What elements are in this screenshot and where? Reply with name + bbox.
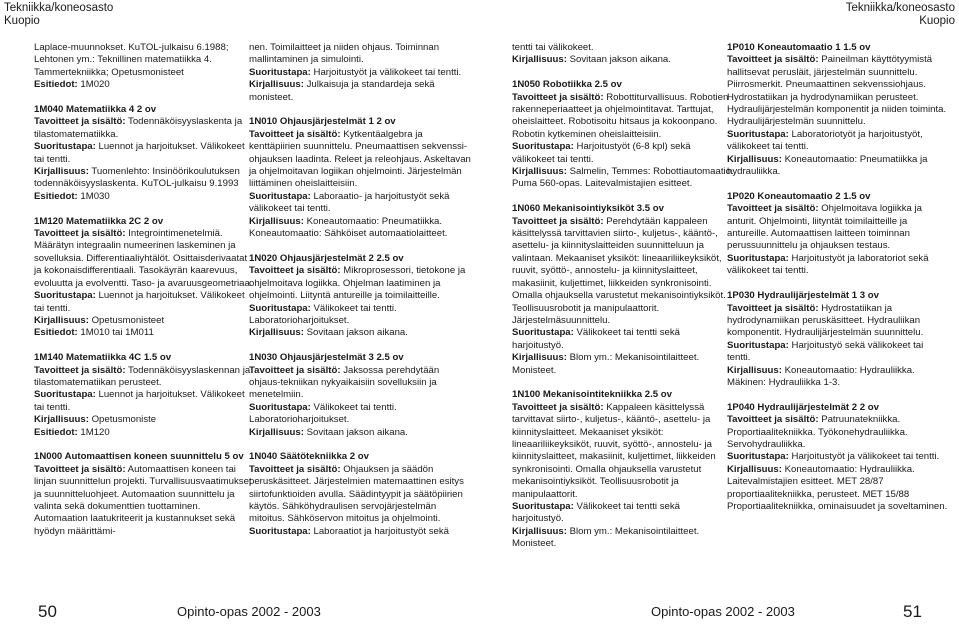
paragraph (249, 191, 471, 216)
paragraph-text: Harjoitustyöt (6-8 kpl) sekä välikokeet tai tentti. (512, 141, 691, 165)
paragraph (727, 303, 949, 340)
paragraph (249, 265, 471, 302)
paragraph-label: 1N020 Ohjausjärjestelmät 2 2.5 ov (249, 252, 404, 264)
paragraph (727, 414, 949, 451)
paragraph-label: Suoritustapa: (249, 190, 311, 202)
paragraph-label: Suoritustapa: (34, 141, 96, 153)
paragraph-label: 1N060 Mekanisointiyksiköt 3.5 ov (512, 203, 664, 215)
paragraph-text: Luennot ja harjoitukset. Välikokeet tai tentti. (34, 290, 245, 314)
paragraph (249, 116, 471, 128)
header-left (4, 2, 113, 28)
paragraph (512, 352, 734, 377)
paragraph-text: Jaksossa perehdytään ohjaus-tekniikan nykyaikaisiin sovelluksiin ja menetelmiin. (249, 364, 440, 401)
paragraph-label: Suoritustapa: (727, 128, 789, 140)
paragraph-label: Tavoitteet ja sisältö: (34, 463, 126, 475)
paragraph-gap (249, 439, 471, 451)
footer-title-right: Opinto-opas 2002 - 2003 (651, 604, 795, 619)
paragraph-label: 1P040 Hydraulijärjestelmät 2 2 ov (727, 401, 879, 413)
paragraph (34, 352, 256, 364)
paragraph-text: Todennäköisyyslaskennan ja tilastomatematiikan perusteet. (34, 364, 251, 388)
paragraph-label: Kirjallisuus: (512, 166, 567, 178)
paragraph-gap (34, 340, 256, 352)
paragraph-gap (727, 389, 949, 401)
paragraph-text: Koneautomaatio: Hydrauliikka. Mäkinen: Hydrauliikka 1-3. (727, 364, 915, 388)
paragraph-label: Tavoitteet ja sisältö: (249, 128, 341, 140)
paragraph-label: Suoritustapa: (727, 339, 789, 351)
paragraph (249, 129, 471, 191)
paragraph (249, 253, 471, 265)
paragraph-gap (727, 278, 949, 290)
paragraph (727, 365, 949, 390)
paragraph (727, 42, 949, 54)
header-right (846, 2, 955, 28)
paragraph-label: 1P030 Hydraulijärjestelmät 1 3 ov (727, 290, 879, 302)
paragraph-label: 1N000 Automaattisen koneen suunnittelu 5 ov (34, 451, 244, 463)
paragraph-gap (34, 203, 256, 215)
paragraph-label: Tavoitteet ja sisältö: (34, 364, 126, 376)
header-department: Tekniikka/koneosasto (845, 2, 955, 14)
paragraph-label: 1M140 Matematiikka 4C 1.5 ov (34, 352, 172, 364)
paragraph-text: Laboratoriotyöt ja harjoitustyöt, välikokeet tai tentti. (727, 128, 923, 153)
paragraph-text: Blom ym.: Mekanisointilaitteet. Monisteet. (512, 525, 700, 550)
paragraph-label: Kirjallisuus: (249, 426, 304, 438)
paragraph-label: Suoritustapa: (249, 302, 311, 314)
paragraph (249, 79, 471, 104)
paragraph-text: Mikroprosessori, tietokone ja ohjelmoitava logiikka. Ohjelman laatiminen ja ohjelmointi. Liityntä antureille ja toimilaitteille. (249, 265, 466, 302)
paragraph (512, 166, 734, 191)
paragraph-label: Kirjallisuus: (512, 525, 567, 537)
paragraph-text: Koneautomaatio: Hydrauliikka. Laitevalmistajien esitteet. MET 28/87 proportiaalitekniikka, perusteet. MET 15/88 Proportiaalitekniikka, ominaisuudet ja soveltaminen. (727, 463, 948, 512)
paragraph (34, 104, 256, 116)
paragraph (727, 402, 949, 414)
paragraph-gap (512, 377, 734, 389)
paragraph-text: Ohjelmoitava logiikka ja anturit. Ohjelmointi, liityntät toimilaitteille ja antureille. Automaattisen laitteen toiminnan perussuunnittelu ja ohjauksen testaus. (727, 203, 922, 252)
paragraph-text: nen. Toimilaitteet ja niiden ohjaus. Toiminnan mallintaminen ja simulointi. (249, 42, 440, 66)
paragraph-label: Tavoitteet ja sisältö: (249, 364, 341, 376)
paragraph-label: 1N050 Robotiikka 2.5 ov (512, 79, 622, 91)
paragraph-label: Tavoitteet ja sisältö: (34, 228, 126, 240)
paragraph (34, 141, 256, 166)
paragraph-label: Suoritustapa: (34, 389, 96, 401)
paragraph-text: Paineilman käyttötyymistä hallitsevat perusläit, järjestelmän suunnittelu. Piirrosmerkit. Pneumaattinen sekvenssiohjaus. Hydrostatiikan ja hydrodynamiikan perusteet. Hydraulijärjestelmän komponentit ja niiden toiminta. Hydraulijärjestelmän suunnittelu. (727, 54, 947, 128)
paragraph-text: Sovitaan jakson aikana. (566, 54, 671, 66)
paragraph-label: 1N010 Ohjausjärjestelmät 1 2 ov (249, 116, 396, 128)
paragraph-label: 1M120 Matematiikka 2C 2 ov (34, 215, 164, 227)
paragraph (34, 166, 256, 191)
paragraph (249, 451, 471, 463)
paragraph-label: 1M040 Matematiikka 4 2 ov (34, 104, 157, 116)
paragraph-label: Kirjallisuus: (512, 352, 567, 364)
paragraph-label: Suoritustapa: (512, 327, 574, 339)
paragraph-gap (249, 240, 471, 252)
paragraph (727, 191, 949, 203)
paragraph (512, 203, 734, 215)
paragraph-text: 1M010 tai 1M011 (77, 327, 154, 339)
text-column-2 (249, 42, 471, 538)
paragraph-text: Välikokeet tai tentti sekä harjoitustyö. (512, 327, 680, 351)
paragraph-text: Sovitaan jakson aikana. (303, 327, 408, 339)
paragraph-label: Kirjallisuus: (249, 79, 304, 91)
paragraph (727, 464, 949, 514)
paragraph-label: Tavoitteet ja sisältö: (512, 91, 604, 103)
paragraph-label: 1N040 Säätötekniikka 2 ov (249, 451, 369, 463)
paragraph (727, 154, 949, 179)
paragraph-text: Automaattisen koneen tai linjan suunnittelun projekti. Turvallisuusvaatimukset ja suunnitteluohjeet. Automaation suunnittelu ja valinta sekä dokumenttien tuottaminen. Automaation laatukriteerit ja kustannukset sekä hyödyn määrittämi- (34, 463, 252, 537)
paragraph-label: 1N100 Mekanisointitekniikka 2.5 ov (512, 389, 672, 401)
paragraph-label: Kirjallisuus: (34, 314, 89, 326)
paragraph-text: Perehdytään kappaleen käsittelyssä tarvittavien siirto-, kuljetus-, kääntö-, asettelu- ja kiinnityslaitteiden suunnitteluun ja valintaan. Mekaaniset yksiköt: lineaariliikeyksiköt, ruuvit, syöttö-, annostelu- ja kiinnityslaitteet, makasiinit, kuljettimet, liikkeiden synkronisointi. Omalla ohjauksella varustetut mekanisointiyksiköt. Teollisuusrobotit ja manipulaattorit. Järjestelmäsuunnittelu. (512, 215, 726, 326)
paragraph (249, 352, 471, 364)
paragraph (512, 42, 734, 54)
paragraph (34, 327, 256, 339)
paragraph-label: Esitiedot: (34, 327, 78, 339)
paragraph (34, 42, 256, 79)
paragraph-text: Robottiturvallisuus. Robotien rakenneperiaatteet ja ohjelmointitavat. Tarttujat, oheislaitteet. Robotisoitu hitsaus ja kokoonpano. Robotin kytkeminen oheislaitteisiin. (512, 91, 729, 140)
paragraph (249, 67, 471, 79)
paragraph-text: Salmelin, Temmes: Robottiautomaatio. Puma 560-opas. Laitevalmistajien esitteet. (512, 166, 734, 190)
paragraph (249, 464, 471, 526)
paragraph-text: Koneautomaatio: Pneumatiikka. Koneautomaatio: Sähköiset automaatiolaitteet. (249, 215, 448, 240)
paragraph (249, 402, 471, 427)
paragraph (34, 79, 256, 91)
page-number-right: 51 (903, 602, 922, 621)
paragraph-label: Suoritustapa: (727, 451, 789, 463)
paragraph-label: Tavoitteet ja sisältö: (249, 265, 341, 277)
paragraph (34, 290, 256, 315)
paragraph (34, 427, 256, 439)
paragraph-text: Ohjauksen ja säädön peruskäsitteet. Järjestelmien matemaattinen esitys siirtofunktioiden avulla. Säädintyypit ja säätöpiirien käytös. Sähköhydraulisen servojärjestelmän mitoitus. Sähköservon mitoitus ja ohjelmointi. (249, 463, 464, 525)
paragraph-label: Suoritustapa: (34, 290, 96, 302)
paragraph-label: Tavoitteet ja sisältö: (727, 54, 819, 66)
paragraph (512, 327, 734, 352)
paragraph-label: 1N030 Ohjausjärjestelmät 3 2.5 ov (249, 352, 404, 364)
paragraph-text: Harjoitustyöt ja välikokeet tai tentti. (310, 66, 462, 78)
paragraph-gap (249, 104, 471, 116)
paragraph (34, 365, 256, 390)
paragraph-text: Tuomenlehto: Insinöörikoulutuksen todennäköisyyslaskenta. KuTOL-julkaisu 9.1993 (34, 166, 240, 190)
paragraph (34, 389, 256, 414)
paragraph-text: Laplace-muunnokset. KuTOL-julkaisu 6.1988; Lehtonen ym.: Teknillinen matematiikka 4. Tammertekniikka; Opetusmonisteet (34, 42, 229, 78)
paragraph-text: Välikokeet tai tentti. Laboratorioharjoitukset. (249, 302, 397, 326)
paragraph (249, 526, 471, 538)
header-location: Kuopio (919, 15, 955, 27)
paragraph (512, 389, 734, 401)
paragraph-text: 1M120 (77, 426, 110, 438)
paragraph (727, 54, 949, 128)
paragraph-text: Välikokeet tai tentti sekä harjoitustyö. (512, 500, 680, 525)
paragraph-text: Harjoitustyöt ja laboratoriot sekä välikokeet tai tentti. (727, 252, 929, 277)
paragraph (249, 42, 471, 67)
paragraph-label: Suoritustapa: (249, 66, 311, 78)
paragraph-text: Kytkentäalgebra ja kenttäpiirien suunnittelu. Pneumaattisen sekvenssi-ohjauksen laadinta. Releet ja releohjaus. Askeltavan ja ohjelmoitavan logiikan ohjelmointi. Järjestelmän liittäminen oheislaitteisiin. (249, 128, 471, 190)
paragraph (727, 451, 949, 463)
paragraph-text: Harjoitustyöt ja välikokeet tai tentti. (788, 451, 940, 463)
paragraph-label: Suoritustapa: (512, 500, 574, 512)
paragraph-label: Tavoitteet ja sisältö: (727, 414, 819, 426)
paragraph-text: Todennäköisyyslaskenta ja tilastomatematiikka. (34, 116, 243, 140)
text-column-1 (34, 42, 256, 538)
paragraph (249, 303, 471, 328)
paragraph (727, 253, 949, 278)
paragraph-label: Kirjallisuus: (727, 463, 782, 475)
paragraph (512, 54, 734, 66)
paragraph (512, 92, 734, 142)
paragraph (34, 451, 256, 463)
paragraph-label: Tavoitteet ja sisältö: (727, 203, 819, 215)
paragraph (512, 216, 734, 328)
paragraph-text: 1M020 (77, 79, 110, 91)
paragraph-label: 1P010 Koneautomaatio 1 1.5 ov (727, 42, 871, 53)
paragraph (727, 129, 949, 154)
paragraph (34, 315, 256, 327)
paragraph (34, 228, 256, 290)
paragraph-label: Kirjallisuus: (249, 215, 304, 227)
paragraph-label: Suoritustapa: (249, 525, 311, 537)
paragraph-gap (727, 178, 949, 190)
paragraph-text: Laboraatiot ja harjoitustyöt sekä (310, 525, 449, 537)
paragraph (249, 216, 471, 241)
paragraph-text: tentti tai välikokeet. (512, 42, 594, 53)
paragraph (34, 414, 256, 426)
paragraph-label: Kirjallisuus: (512, 54, 567, 66)
paragraph (727, 340, 949, 365)
paragraph-label: Tavoitteet ja sisältö: (512, 215, 604, 227)
paragraph-label: Tavoitteet ja sisältö: (727, 302, 819, 314)
paragraph-text: Integrointimenetelmiä. Määrätyn integraalin numeerinen laskeminen ja sovelluksia. Differentiaaliyhtälöt. Osittaisderivaatat ja kokonaisdifferentiaali. Tasokäyrän kaarevuus, evoluutta ja evolventti. Taso- ja avaruusgeometriaa. (34, 228, 253, 289)
paragraph-label: Suoritustapa: (512, 141, 574, 153)
paragraph-gap (249, 340, 471, 352)
paragraph-text: Sovitaan jakson aikana. (303, 426, 408, 438)
paragraph-text: Hydrostatiikan ja hydrodynamiikan peruskäsitteet. Hydrauliikan komponentit. Hydraulijärjestelmän suunnittelu. (727, 302, 924, 339)
paragraph (249, 427, 471, 439)
paragraph-text: Välikokeet tai tentti. Laboratorioharjoitukset. (249, 401, 397, 426)
paragraph (727, 203, 949, 253)
page-number-left: 50 (38, 602, 57, 621)
paragraph-label: 1P020 Koneautomaatio 2 1.5 ov (727, 190, 871, 202)
paragraph-label: Esitiedot: (34, 79, 78, 91)
text-column-4 (727, 42, 949, 513)
paragraph (34, 116, 256, 141)
paragraph (249, 327, 471, 339)
paragraph (512, 141, 734, 166)
paragraph (512, 402, 734, 501)
paragraph-label: Suoritustapa: (727, 252, 789, 264)
paragraph-gap (34, 439, 256, 451)
paragraph-label: Suoritustapa: (249, 401, 311, 413)
paragraph-text: Koneautomaatio: Pneumatiikka ja hydrauliikka. (727, 153, 928, 178)
paragraph (512, 79, 734, 91)
header-location: Kuopio (4, 15, 40, 27)
paragraph-label: Tavoitteet ja sisältö: (249, 463, 341, 475)
paragraph (512, 501, 734, 526)
paragraph-label: Kirjallisuus: (727, 153, 782, 165)
paragraph-text: Kappaleen käsittelyssä tarvittavat siirto-, kuljetus-, kääntö-, asettelu- ja kiinnityslaitteet. Mekaaniset yksiköt: lineaariliikeyksiköt, ruuvit, syöttö-, annostelu- ja kiinnityslaitteet, makasiinit, kuljettimet, liikkeiden synkronisointi. Omalla ohjauksella varustetut mekanisointiyksiköt. Teollisuusrobotit ja manipulaattorit. (512, 401, 716, 500)
paragraph-text: Harjoitustyö sekä välikokeet tai tentti. (727, 339, 924, 364)
paragraph-gap (512, 191, 734, 203)
paragraph-label: Kirjallisuus: (727, 364, 782, 376)
paragraph-label: Kirjallisuus: (249, 327, 304, 339)
paragraph-text: Patruunatekniikka. Proportiaalitekniikka. Työkonehydrauliikka. Servohydrauliikka. (727, 414, 908, 450)
footer-title-left: Opinto-opas 2002 - 2003 (177, 604, 321, 619)
paragraph-gap (512, 67, 734, 79)
paragraph (34, 191, 256, 203)
paragraph-text: Opetusmoniste (88, 414, 157, 426)
paragraph-text: Blom ym.: Mekanisointilaitteet. Monisteet. (512, 352, 700, 376)
paragraph-label: Kirjallisuus: (34, 166, 89, 178)
text-column-3 (512, 42, 734, 551)
paragraph (727, 290, 949, 302)
paragraph-text: Luennot ja harjoitukset. Välikokeet tai tentti. (34, 141, 245, 165)
paragraph-text: Luennot ja harjoitukset. Välikokeet tai tentti. (34, 389, 245, 413)
paragraph-label: Tavoitteet ja sisältö: (34, 116, 126, 128)
header-department: Tekniikka/koneosasto (4, 2, 114, 14)
paragraph-text: Opetusmonisteet (88, 314, 165, 326)
paragraph-text: Laboraatio- ja harjoitustyöt sekä välikokeet tai tentti. (249, 190, 450, 215)
paragraph-gap (34, 92, 256, 104)
paragraph-label: Tavoitteet ja sisältö: (512, 401, 604, 413)
paragraph (34, 216, 256, 228)
paragraph-label: Esitiedot: (34, 190, 78, 202)
paragraph (34, 464, 256, 538)
paragraph-label: Kirjallisuus: (34, 414, 89, 426)
paragraph-text: Julkaisuja ja standardeja sekä monisteet. (249, 79, 435, 103)
paragraph-label: Esitiedot: (34, 426, 78, 438)
paragraph (249, 365, 471, 402)
paragraph-text: 1M030 (77, 190, 110, 202)
paragraph (512, 526, 734, 551)
